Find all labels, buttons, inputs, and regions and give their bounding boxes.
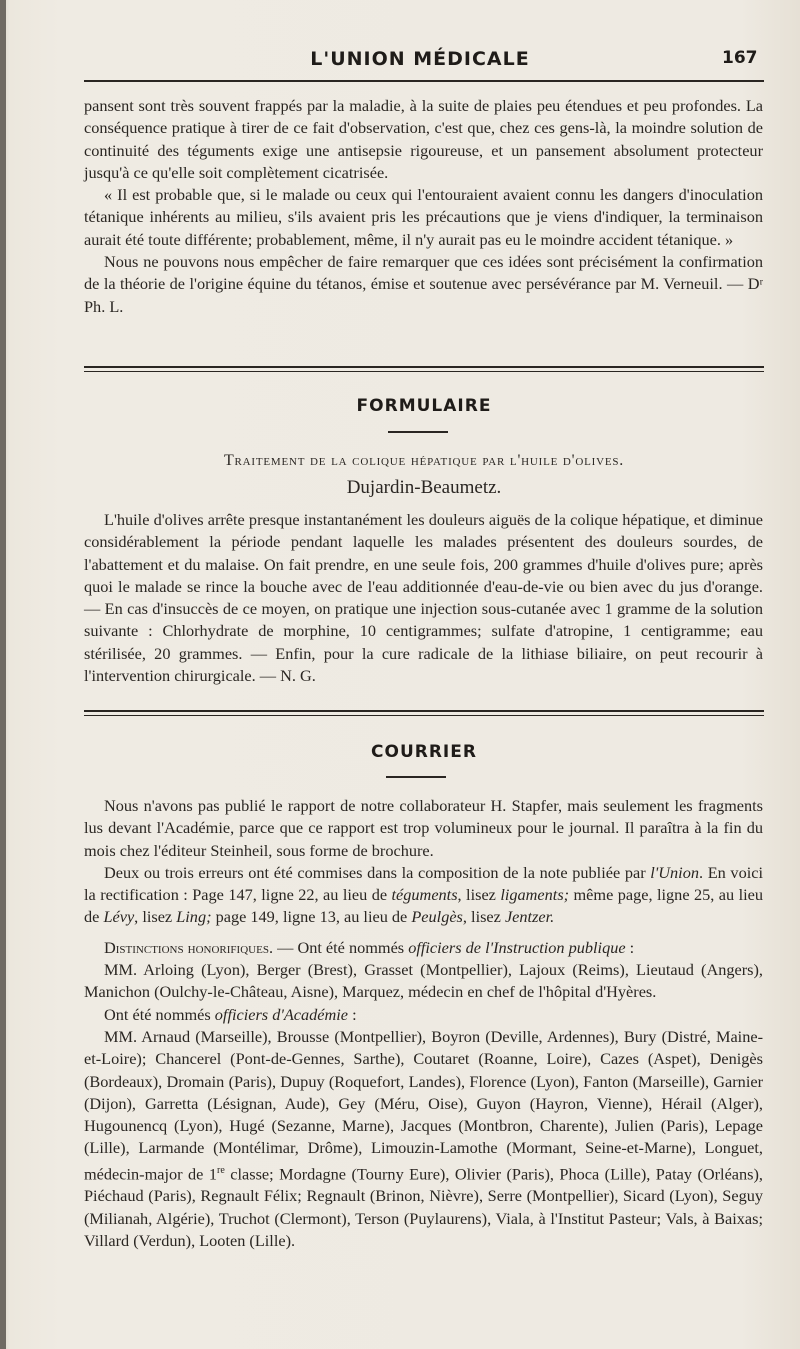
intro-paragraph-1: pansent sont très souvent frappés par la maladie, à la suite de plaies peu étendues et peu profondes. La conséquence pratique à tirer de ce fait d'observation, c'est que, chez ces gens-là, la moindre solution de continuité des téguments exige une antisepsie rigoureuse, et un pansement absolument protecteur jusqu'à ce qu'elle soit complètement cicatrisée. <box>84 96 763 182</box>
courrier-paragraph-5: Ont été nommés officiers d'Académie : <box>104 1004 357 1024</box>
formulaire-body: L'huile d'olives arrête presque instantanément les douleurs aiguës de la colique hépatique, et diminue considérablement la période pendant laquelle les malades présentent des douleurs sourdes, de l'abattement et du malaise. On fait prendre, en une seule fois, 200 grammes d'huile d'olives pure; après quoi le malade se rince la bouche avec de l'eau additionnée d'eau-de-vie ou bien avec du jus d'orange. — En cas d'insuccès de ce moyen, on pratique une injection sous-cutanée avec 1 gramme de la solution suivante : Chlorhydrate de morphine, 10 centigrammes; sulfate d'atropine, 1 centigramme; eau stérilisée, 20 grammes. — Enfin, pour la cure radicale de la lithiase biliaire, on peut recourir à l'intervention chirurgicale. — N. G. <box>84 510 763 686</box>
intro-article <box>84 95 763 318</box>
courrier-paragraph-1: Nous n'avons pas publié le rapport de notre collaborateur H. Stapfer, mais seulement les fragments lus devant l'Académie, parce que ce rapport est trop volumineux pour le journal. Il paraîtra à la fin du mois chez l'éditeur Steinheil, sous forme de brochure. <box>84 796 763 860</box>
intro-paragraph-2: « Il est probable que, si le malade ou ceux qui l'entouraient avaient connu les dangers d'inoculation tétanique inhérents au milieu, s'ils avaient pris les précautions que je viens d'indiquer, la terminaison aurait été toute différente; probablement, même, il n'y aurait pas eu le moindre accident tétanique. » <box>84 185 763 249</box>
courrier-paragraph-4: MM. Arloing (Lyon), Berger (Brest), Grasset (Montpellier), Lajoux (Reims), Lieutaud (Angers), Manichon (Oulchy-le-Château, Aisne), Marquez, médecin en chef de l'hôpital d'Hyères. <box>84 960 763 1002</box>
running-header <box>0 44 800 78</box>
header-rule <box>84 80 764 82</box>
section-divider <box>84 710 764 716</box>
courrier-heading: COURRIER <box>371 742 477 762</box>
courrier-paragraph-3: Distinctions honorifiques. — Ont été nommés officiers de l'Instruction publique : <box>104 937 635 957</box>
formulaire-article <box>84 509 763 687</box>
journal-title: L'UNION MÉDICALE <box>310 48 530 70</box>
intro-paragraph-3: Nous ne pouvons nous empêcher de faire remarquer que ces idées sont précisément la confirmation de la théorie de l'origine équine du tétanos, émise et soutenue avec persévérance par M. Verneuil. — Dʳ Ph. L. <box>84 252 763 316</box>
courrier-paragraph-6: MM. Arnaud (Marseille), Brousse (Montpellier), Boyron (Deville, Ardennes), Bury (Distré, Maine-et-Loire); Chancerel (Pont-de-Gennes, Sarthe), Coutaret (Roanne, Loire), Cazes (Aspet), Denigès (Bordeaux), Dromain (Paris), Dupuy (Roquefort, Landes), Florence (Lyon), Fanton (Marseille), Garnier (Dijon), Garretta (Lésignan, Aude), Gey (Méru, Oise), Guyon (Hayron, Vienne), Hérail (Alger), Hugounencq (Lyon), Hugé (Sezanne, Marne), Jacques (Montbron, Charente), Julien (Paris), Lepage (Lille), Larmande (Montélimar, Drôme), Limouzin-Lamothe (Mormant, Seine-et-Marne), Longuet, médecin-major de 1re classe; Mordagne (Tourny Eure), Olivier (Paris), Phoca (Lille), Patay (Orléans), Piéchaud (Paris), Regnault Félix; Regnault (Brinon, Nièvre), Serre (Montpellier), Sicard (Lyon), Seguy (Milianah, Algérie), Truchot (Clermont), Terson (Puylaurens), Viala, à l'Institut Pasteur; Vals, à Baixas; Villard (Verdun), Looten (Lille). <box>84 1026 763 1251</box>
page-number: 167 <box>722 48 758 68</box>
heading-underline <box>386 776 446 778</box>
formulaire-subtitle: Traitement de la colique hépatique par l'huile d'olives. <box>223 452 625 469</box>
formulaire-heading: FORMULAIRE <box>356 396 492 416</box>
heading-underline <box>388 431 448 433</box>
section-divider <box>84 366 764 372</box>
courrier-article <box>84 795 763 1252</box>
courrier-paragraph-2: Deux ou trois erreurs ont été commises dans la composition de la note publiée par l'Union. En voici la rectification : Page 147, ligne 22, au lieu de téguments, lisez ligaments; même page, ligne 25, au lieu de Lévy, lisez Ling; page 149, ligne 13, au lieu de Peulgès, lisez Jentzer. <box>84 862 763 927</box>
book-spine-shadow <box>0 0 6 1349</box>
formulaire-author: Dujardin-Beaumetz. <box>346 477 502 498</box>
